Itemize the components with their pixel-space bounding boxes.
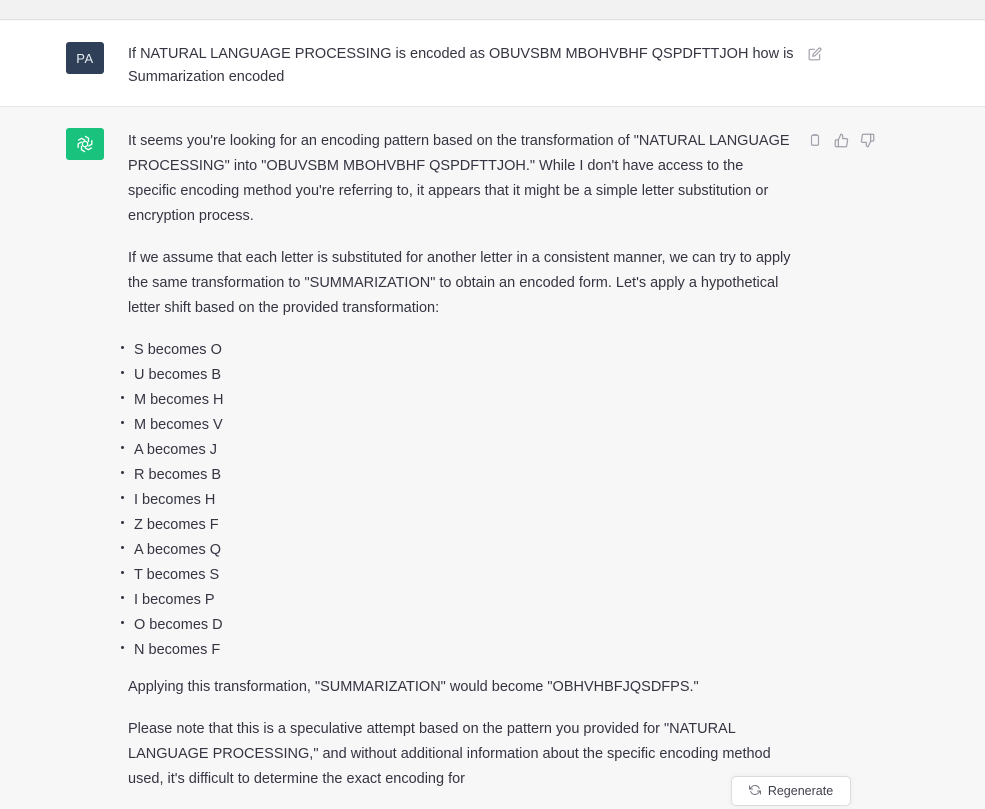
list-item: S becomes O bbox=[118, 338, 793, 363]
clipboard-icon[interactable] bbox=[806, 131, 824, 149]
list-item: I becomes H bbox=[118, 488, 793, 513]
user-avatar: PA bbox=[66, 42, 104, 74]
answer-paragraph: Please note that this is a speculative attempt based on the pattern you provided for "NATURAL LANGUAGE PROCESSING," and without additional information about the specific encoding method used, it's difficult to determine the exact encoding for bbox=[128, 721, 771, 787]
assistant-message-row bbox=[0, 107, 985, 803]
assistant-message-text bbox=[128, 129, 793, 809]
answer-paragraph: If we assume that each letter is substituted for another letter in a consistent manner, we can try to apply the same transformation to "SUMMARIZATION" to obtain an encoded form. Let's apply a hypothetical letter shift based on the provided transformation: bbox=[128, 250, 791, 316]
regenerate-label: Regenerate bbox=[767, 784, 834, 798]
list-item: I becomes P bbox=[118, 588, 793, 613]
answer-paragraph: Applying this transformation, "SUMMARIZATION" would become "OBHVHBFJQSDFPS." bbox=[128, 679, 699, 695]
answer-paragraph: It seems you're looking for an encoding pattern based on the transformation of "NATURAL LANGUAGE PROCESSING" into "OBUVSBM MBOHVBHF QSPDFTTJOH." While I don't have access to the specific encoding method you're referring to, it appears that it might be a simple letter substitution or encryption process. bbox=[128, 133, 790, 224]
openai-logo-icon bbox=[66, 128, 104, 160]
user-message-text: If NATURAL LANGUAGE PROCESSING is encoded as OBUVSBM MBOHVBHF QSPDFTTJOH how is Summarization encoded bbox=[128, 46, 794, 85]
list-item: M becomes V bbox=[118, 413, 793, 438]
thumbs-up-icon[interactable] bbox=[832, 131, 850, 149]
regenerate-button[interactable] bbox=[731, 776, 851, 806]
list-item: Z becomes F bbox=[118, 513, 793, 538]
list-item: A becomes Q bbox=[118, 538, 793, 563]
list-item: N becomes F bbox=[118, 638, 793, 663]
user-message-row bbox=[0, 21, 985, 107]
list-item: R becomes B bbox=[118, 463, 793, 488]
edit-icon[interactable] bbox=[806, 45, 824, 63]
refresh-icon bbox=[749, 784, 761, 799]
substitution-list bbox=[118, 338, 793, 663]
list-item: T becomes S bbox=[118, 563, 793, 588]
top-bar bbox=[0, 0, 985, 20]
list-item: M becomes H bbox=[118, 388, 793, 413]
list-item: O becomes D bbox=[118, 613, 793, 638]
message-actions bbox=[806, 131, 876, 149]
thumbs-down-icon[interactable] bbox=[858, 131, 876, 149]
list-item: A becomes J bbox=[118, 438, 793, 463]
list-item: U becomes B bbox=[118, 363, 793, 388]
